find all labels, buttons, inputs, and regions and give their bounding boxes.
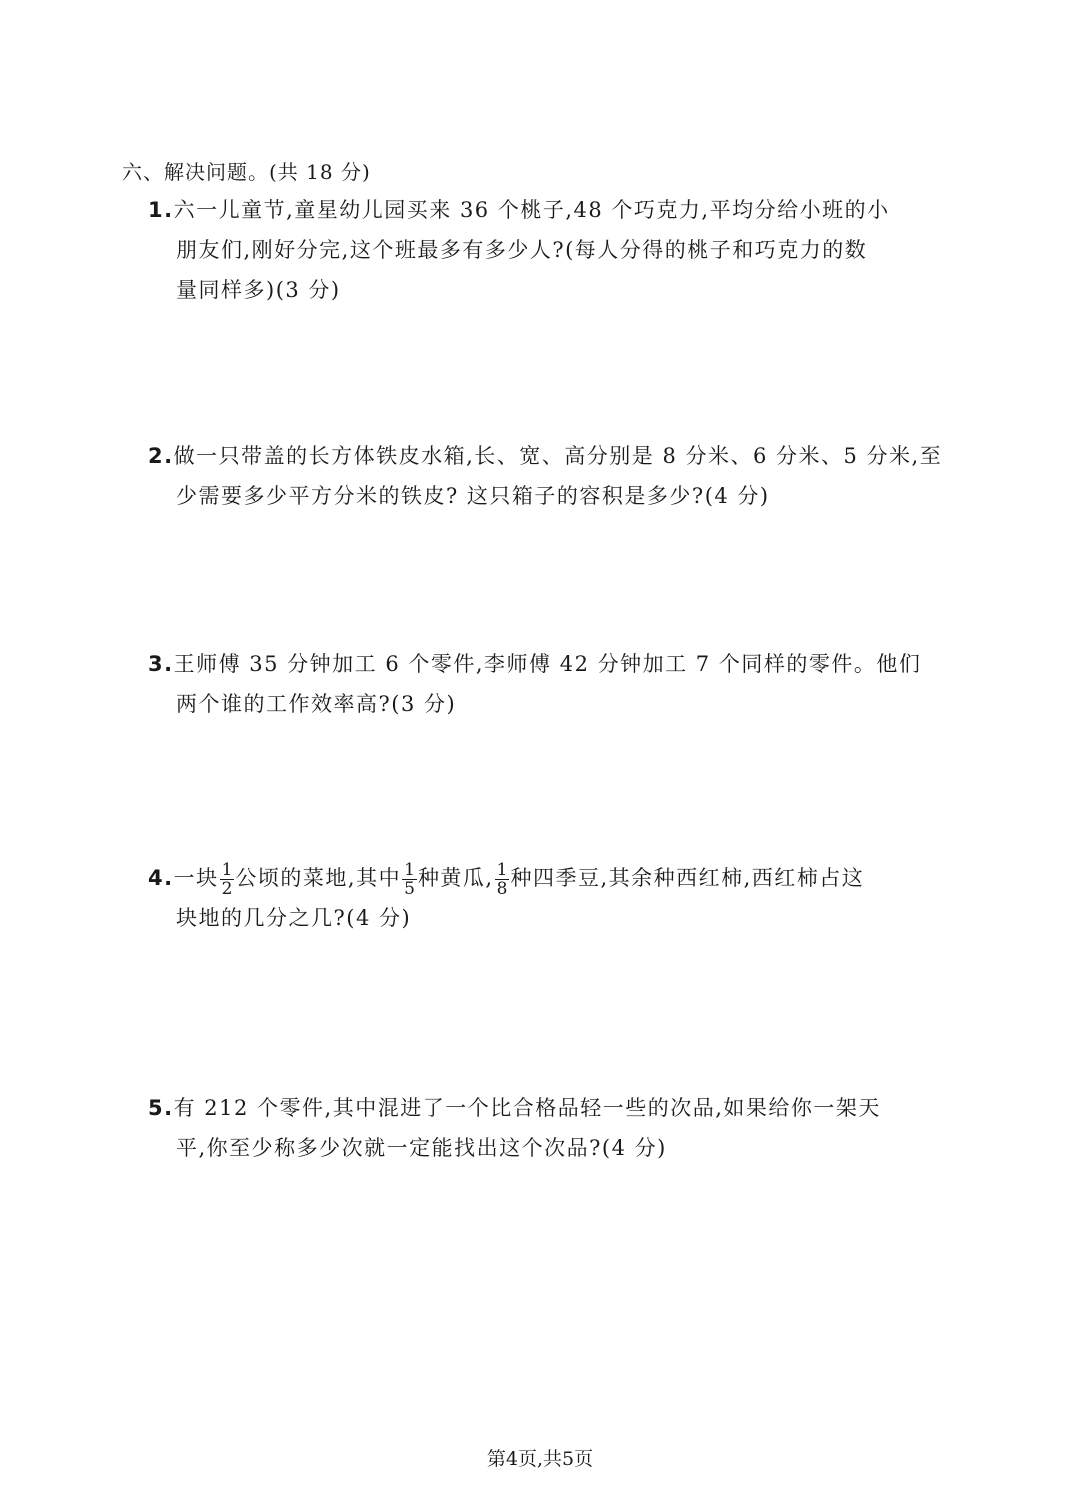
problem-number: 2. (148, 444, 174, 468)
problem-text: 做一只带盖的长方体铁皮水箱,长、宽、高分别是 8 分米、6 分米、5 分米,至 (173, 444, 943, 468)
problem-3-line-2: 两个谁的工作效率高?(3 分) (176, 692, 457, 716)
problem-1-line-2: 朋友们,刚好分完,这个班最多有多少人?(每人分得的桃子和巧克力的数 (176, 238, 868, 262)
problem-text-c: 种黄瓜, (417, 866, 494, 890)
problem-text-d: 种四季豆,其余种西红柿,西红柿占这 (510, 866, 865, 890)
problem-number: 5. (148, 1096, 174, 1120)
problem-number: 1. (148, 198, 174, 222)
problem-4-line-2: 块地的几分之几?(4 分) (176, 906, 412, 930)
problem-5-line-2: 平,你至少称多少次就一定能找出这个次品?(4 分) (176, 1136, 667, 1160)
fraction-denominator: 2 (221, 879, 233, 899)
page-indicator: 第4页,共5页 (486, 1448, 594, 1470)
problem-4-line-1 (148, 858, 938, 898)
problem-5-line-1 (148, 1088, 938, 1128)
fraction-one-eighth (495, 861, 510, 898)
fraction-numerator: 1 (221, 860, 233, 880)
problem-3-line-1 (148, 644, 938, 684)
fraction-denominator: 5 (404, 879, 415, 899)
problem-2 (148, 436, 943, 516)
problem-text-a: 一块 (173, 866, 219, 890)
fraction-one-half (220, 861, 235, 898)
problem-2-line-1 (148, 436, 943, 476)
problem-1-line-3: 量同样多)(3 分) (176, 278, 341, 302)
fraction-numerator: 1 (404, 860, 415, 880)
problem-2-line-2: 少需要多少平方分米的铁皮? 这只箱子的容积是多少?(4 分) (176, 484, 770, 508)
problem-number: 4. (148, 866, 174, 890)
problem-1-line-1 (148, 190, 938, 230)
problem-1 (148, 190, 938, 310)
fraction-denominator: 8 (496, 879, 508, 899)
problem-number: 3. (148, 652, 174, 676)
section-title: 六、解决问题。(共 18 分) (122, 160, 371, 184)
problem-4 (148, 858, 938, 938)
problem-text: 六一儿童节,童星幼儿园买来 36 个桃子,48 个巧克力,平均分给小班的小 (173, 198, 890, 222)
fraction-numerator: 1 (496, 860, 508, 880)
problem-3 (148, 644, 938, 724)
problem-text: 有 212 个零件,其中混进了一个比合格品轻一些的次品,如果给你一架天 (173, 1096, 881, 1120)
problem-text: 王师傅 35 分钟加工 6 个零件,李师傅 42 分钟加工 7 个同样的零件。他们 (173, 652, 922, 676)
problem-text-b: 公顷的菜地,其中 (235, 866, 402, 890)
problem-5 (148, 1088, 938, 1168)
fraction-one-fifth (402, 861, 417, 898)
